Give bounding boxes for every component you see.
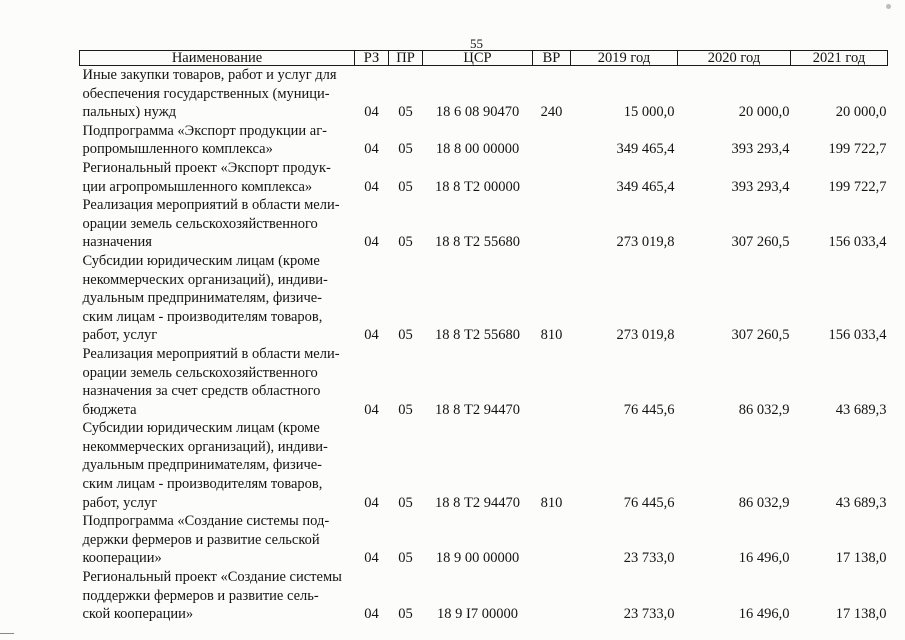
cell-rz: 04 [364,178,379,195]
name-line: дуальным предпринимателям, физиче- [82,290,323,307]
cell-csr: 18 6 08 90470 [435,104,520,121]
cell-2019: 349 465,4 [616,178,675,195]
cell-2021: 199 722,7 [828,141,887,158]
table-row [80,66,888,122]
cell-2019: 23 733,0 [623,550,675,567]
cell-2020: 86 032,9 [738,494,790,511]
name-line: ским лицам - производителям товаров, [82,476,323,493]
cell-name [80,252,355,345]
cell-vr [533,122,571,159]
name-line: Подпрограмма «Экспорт продукции аг- [82,122,327,139]
cell-name [80,512,355,568]
name-line: орации земель сельскохозяйственного [82,215,318,232]
cell-pr: 05 [398,494,413,511]
cell-vr [533,512,571,568]
cell-vr [533,159,571,196]
name-line: орации земель сельскохозяйственного [82,364,318,381]
table-row [80,419,888,512]
header-rz: РЗ [355,51,389,66]
cell-vr: 810 [540,327,563,344]
cell-rz: 04 [364,104,379,121]
cell-2020: 86 032,9 [738,401,790,418]
cell-vr: 810 [540,494,563,511]
cell-2021: 20 000,0 [835,104,887,121]
table-body [80,66,888,624]
cell-rz: 04 [364,327,379,344]
budget-table [79,50,888,624]
header-name: Наименование [80,51,355,66]
cell-rz: 04 [364,550,379,567]
cell-csr: 18 8 Т2 55680 [435,327,520,344]
name-line: ции агропромышленного комплекса» [82,178,313,195]
name-line: Субсидии юридическим лицам (кроме [82,252,320,269]
page-number: 55 [470,36,483,51]
name-line: работ, услуг [82,327,158,344]
name-line: дуальным предпринимателям, физиче- [82,457,323,474]
cell-pr: 05 [398,550,413,567]
scan-speck [886,4,891,9]
cell-2019: 23 733,0 [623,606,675,623]
name-line: пальных) нужд [82,104,177,121]
name-line: поддержки фермеров и развитие сель- [82,587,319,604]
cell-name [80,159,355,196]
cell-name [80,419,355,512]
header-row [80,51,888,66]
cell-name [80,345,355,419]
table-row [80,345,888,419]
table-row [80,122,888,159]
name-line: обеспечения государственных (муници- [82,85,330,102]
cell-csr: 18 8 Т2 94470 [435,494,520,511]
name-line: держки фермеров и развитие сельской [82,531,320,548]
cell-2019: 273 019,8 [616,234,675,251]
cell-pr: 05 [398,234,413,251]
table-row [80,159,888,196]
cell-csr: 18 8 Т2 94470 [435,401,520,418]
cell-2020: 393 293,4 [731,178,790,195]
cell-name [80,568,355,624]
cell-rz: 04 [364,234,379,251]
cell-2021: 17 138,0 [835,606,887,623]
table-header [80,51,888,66]
table-row [80,196,888,252]
cell-2021: 199 722,7 [828,178,887,195]
name-line: Региональный проект «Создание системы [82,569,342,586]
cell-2021: 43 689,3 [835,401,887,418]
cell-2020: 16 496,0 [738,606,790,623]
table-row [80,568,888,624]
cell-rz: 04 [364,494,379,511]
name-line: кооперации» [82,550,162,567]
name-line: работ, услуг [82,494,158,511]
name-line: ропромышленного комплекса» [82,141,273,158]
name-line: бюджета [82,401,137,418]
name-line: некоммерческих организаций), индиви- [82,271,328,288]
header-2021: 2021 год [791,51,888,66]
name-line: ской кооперации» [82,606,194,623]
cell-2020: 307 260,5 [731,327,790,344]
cell-csr: 18 8 00 00000 [435,141,520,158]
cell-pr: 05 [398,606,413,623]
cell-rz: 04 [364,141,379,158]
header-vr: ВР [533,51,571,66]
cell-rz: 04 [364,606,379,623]
name-line: назначения за счет средств областного [82,383,321,400]
cell-2019: 76 445,6 [623,494,675,511]
cell-name [80,66,355,122]
name-line: Подпрограмма «Создание системы под- [82,513,330,530]
cell-2020: 393 293,4 [731,141,790,158]
cell-2021: 156 033,4 [828,327,887,344]
header-csr: ЦСР [423,51,533,66]
cell-vr [533,568,571,624]
cell-pr: 05 [398,327,413,344]
cell-2019: 15 000,0 [623,104,675,121]
cell-2019: 273 019,8 [616,327,675,344]
name-line: Региональный проект «Экспорт продук- [82,159,331,176]
cell-csr: 18 8 Т2 55680 [435,234,520,251]
cell-name [80,122,355,159]
cell-vr [533,196,571,252]
cell-2019: 349 465,4 [616,141,675,158]
cell-2021: 43 689,3 [835,494,887,511]
cell-pr: 05 [398,104,413,121]
name-line: назначения [82,234,152,251]
header-2020: 2020 год [678,51,791,66]
cell-rz: 04 [364,401,379,418]
cell-name [80,196,355,252]
cell-pr: 05 [398,141,413,158]
name-line: Реализация мероприятий в области мели- [82,345,340,362]
name-line: Реализация мероприятий в области мели- [82,197,340,214]
cell-2020: 20 000,0 [738,104,790,121]
table-row [80,512,888,568]
cell-2020: 16 496,0 [738,550,790,567]
cell-pr: 05 [398,401,413,418]
cell-2021: 156 033,4 [828,234,887,251]
cell-2021: 17 138,0 [835,550,887,567]
cell-vr [533,345,571,419]
cell-2019: 76 445,6 [623,401,675,418]
cell-csr: 18 9 00 00000 [435,550,520,567]
scan-edge-mark [0,633,14,634]
name-line: ским лицам - производителям товаров, [82,308,323,325]
header-pr: ПР [389,51,423,66]
cell-csr: 18 9 I7 00000 [437,606,518,623]
name-line: некоммерческих организаций), индиви- [82,438,328,455]
table-row [80,252,888,345]
name-line: Иные закупки товаров, работ и услуг для [82,67,337,83]
cell-csr: 18 8 Т2 00000 [435,178,520,195]
cell-2020: 307 260,5 [731,234,790,251]
header-2019: 2019 год [571,51,678,66]
cell-pr: 05 [398,178,413,195]
cell-vr: 240 [540,104,563,121]
name-line: Субсидии юридическим лицам (кроме [82,420,320,437]
